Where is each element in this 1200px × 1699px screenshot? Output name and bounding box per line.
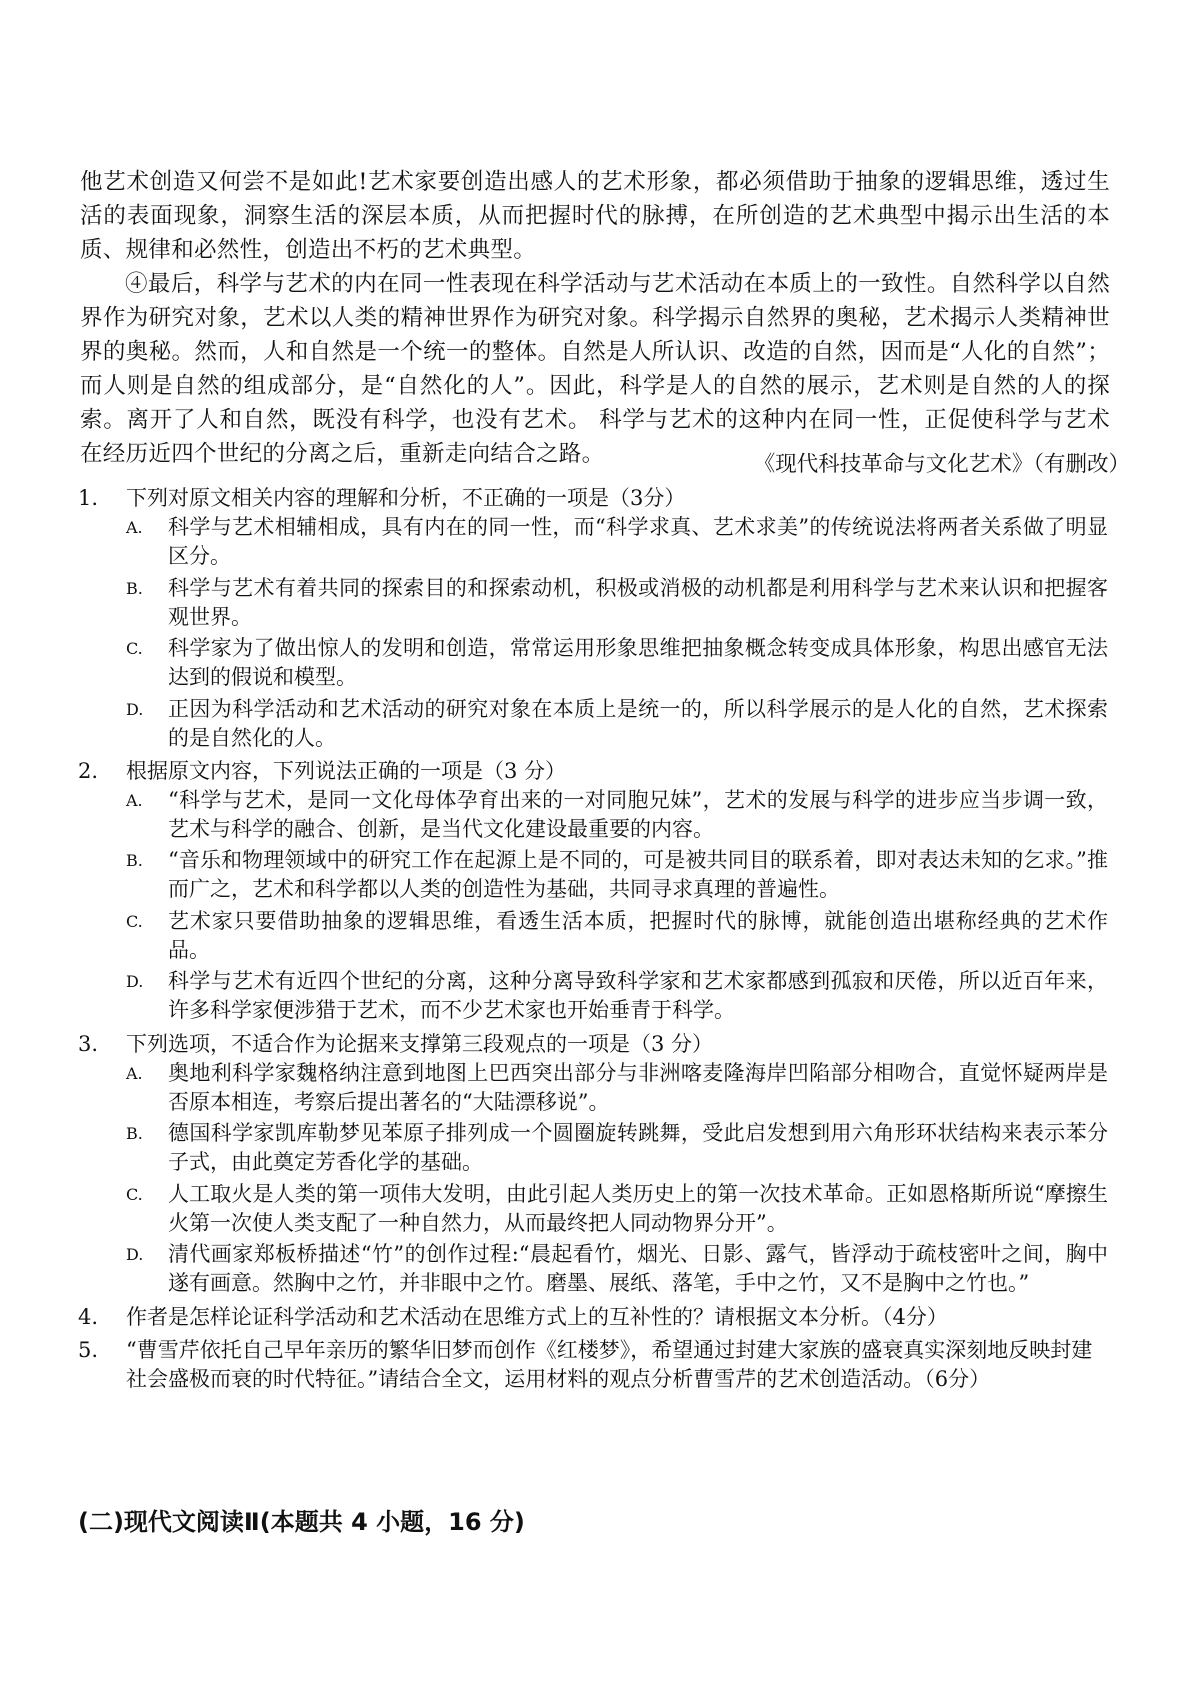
option-text: 德国科学家凯库勒梦见苯原子排列成一个圆圈旋转跳舞，受此启发想到用六角形环状结构来表示苯分子式，由此奠定芳香化学的基础。 [168, 1121, 1108, 1175]
option-text: 科学与艺术有近四个世纪的分离，这种分离导致科学家和艺术家都感到孤寂和厌倦，所以近百年来，许多科学家便涉猎于艺术，而不少艺术家也开始垂青于科学。 [168, 969, 1108, 1023]
question-1 [78, 484, 1108, 753]
answer-option [78, 695, 1108, 753]
reading-passage [80, 165, 1110, 471]
option-key: B. [126, 1124, 143, 1144]
option-key: C. [126, 639, 143, 658]
question-stem: 下列对原文相关内容的理解和分析，不正确的一项是（3分） [126, 486, 686, 510]
passage-source: 《现代科技革命与文化艺术》（有删改） [753, 452, 1130, 477]
passage-paragraph-1: 他艺术创造又何尝不是如此!艺术家要创造出感人的艺术形象，都必须借助于抽象的逻辑思维，透过生活的表面现象，洞察生活的深层本质，从而把握时代的脉搏，在所创造的艺术典型中揭示出生活的本质、规律和必然性，创造出不朽的艺术典型。 [80, 169, 1110, 263]
question-number: 4. [78, 1304, 99, 1329]
option-key: A. [126, 518, 143, 537]
question-number: 5. [78, 1338, 99, 1363]
option-text: “音乐和物理领域中的研究工作在起源上是不同的，可是被共同目的联系着，即对表达未知的乞求。”推而广之，艺术和科学都以人类的创造性为基础，共同寻求真理的普遍性。 [168, 848, 1108, 902]
option-key: D. [126, 699, 144, 719]
question-4 [78, 1303, 1108, 1332]
question-2 [78, 757, 1108, 1026]
answer-option [78, 1059, 1108, 1117]
passage-paragraph-2: ④最后，科学与艺术的内在同一性表现在科学活动与艺术活动在本质上的一致性。自然科学以自然界作为研究对象，艺术以人类的精神世界作为研究对象。科学揭示自然界的奥秘，艺术揭示人类精神世界的奥秘。然而，人和自然是一个统一的整体。自然是人所认识、改造的自然，因而是“人化的自然”；而人则是自然的组成部分，是“自然化的人”。因此，科学是人的自然的展示，艺术则是自然的人的探索。离开了人和自然，既没有科学，也没有艺术。 科学与艺术的这种内在同一性，正促使科学与艺术在经历近四个世纪的分离之后，重新走向结合之路。 [80, 271, 1110, 467]
option-text: “科学与艺术，是同一文化母体孕育出来的一对同胞兄妹”，艺术的发展与科学的进步应当步调一致，艺术与科学的融合、创新，是当代文化建设最重要的内容。 [168, 787, 1108, 841]
option-key: D. [126, 1245, 144, 1265]
answer-option [78, 574, 1108, 632]
question-number: 2. [78, 758, 99, 783]
option-text: 科学与艺术有着共同的探索目的和探索动机，积极或消极的动机都是利用科学与艺术来认识和把握客观世界。 [168, 575, 1108, 629]
option-key: C. [126, 911, 143, 931]
answer-option [78, 907, 1108, 965]
answer-option [78, 1240, 1108, 1298]
answer-option [78, 634, 1108, 692]
question-5 [78, 1336, 1108, 1394]
answer-option [78, 1180, 1108, 1238]
answer-option [78, 1119, 1108, 1177]
option-key: B. [126, 851, 143, 871]
question-list [78, 484, 1108, 1398]
answer-option [78, 786, 1108, 844]
option-text: 人工取火是人类的第一项伟大发明，由此引起人类历史上的第一次技术革命。正如恩格斯所说“摩擦生火第一次使人类支配了一种自然力，从而最终把人同动物界分开”。 [168, 1181, 1108, 1235]
question-number: 1. [78, 486, 99, 510]
answer-option [78, 513, 1108, 571]
option-key: C. [126, 1184, 143, 1204]
question-number: 3. [78, 1031, 99, 1056]
answer-option [78, 967, 1108, 1025]
option-text: 艺术家只要借助抽象的逻辑思维，看透生活本质，把握时代的脉博，就能创造出堪称经典的艺术作品。 [168, 908, 1108, 962]
option-text: 奥地利科学家魏格纳注意到地图上巴西突出部分与非洲喀麦隆海岸凹陷部分相吻合，直觉怀疑两岸是否原本相连，考察后提出著名的“大陆漂移说”。 [168, 1060, 1108, 1114]
option-key: D. [126, 972, 144, 992]
option-text: 正因为科学活动和艺术活动的研究对象在本质上是统一的，所以科学展示的是人化的自然，艺术探索的是自然化的人。 [168, 696, 1108, 750]
question-stem: “曹雪芹依托自己早年亲历的繁华旧梦而创作《红楼梦》，希望通过封建大家族的盛衰真实深刻地反映封建社会盛极而衰的时代特征。”请结合全文，运用材料的观点分析曹雪芹的艺术创造活动。（6分） [126, 1338, 1093, 1392]
option-key: A. [126, 1063, 143, 1083]
question-3 [78, 1030, 1108, 1299]
section-heading: (二)现代文阅读Ⅱ(本题共 4 小题，16 分) [78, 1508, 525, 1536]
option-text: 科学与艺术相辅相成，具有内在的同一性，而“科学求真、艺术求美”的传统说法将两者关系做了明显区分。 [168, 515, 1108, 568]
question-stem: 根据原文内容，下列说法正确的一项是（3 分） [126, 758, 567, 783]
option-text: 清代画家郑板桥描述“竹”的创作过程:“晨起看竹，烟光、日影、露气，皆浮动于疏枝密叶之间，胸中遂有画意。然胸中之竹，并非眼中之竹。磨墨、展纸、落笔，手中之竹，又不是胸中之竹也。” [168, 1242, 1108, 1296]
option-key: A. [126, 790, 143, 810]
question-stem: 下列选项，不适合作为论据来支撑第三段观点的一项是（3 分） [126, 1031, 714, 1056]
question-stem: 作者是怎样论证科学活动和艺术活动在思维方式上的互补性的？请根据文本分析。（4分） [126, 1304, 948, 1329]
option-key: B. [126, 578, 143, 598]
answer-option [78, 846, 1108, 904]
option-text: 科学家为了做出惊人的发明和创造，常常运用形象思维把抽象概念转变成具体形象，构思出感官无法达到的假说和模型。 [168, 636, 1108, 689]
